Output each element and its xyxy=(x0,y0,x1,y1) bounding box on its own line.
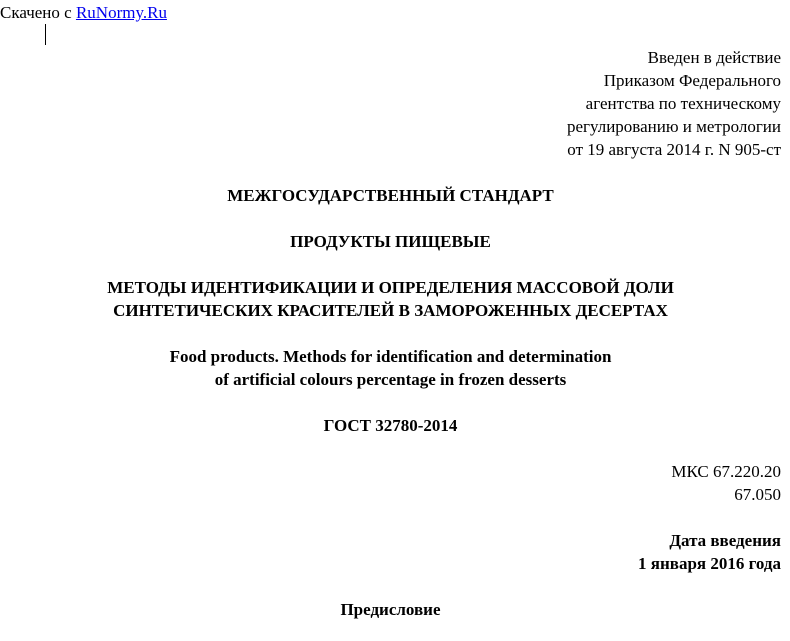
title-en xyxy=(0,345,781,391)
enactment-block xyxy=(567,46,781,161)
title-en-line: Food products. Methods for identification and determination xyxy=(169,347,612,366)
mks-line: 67.050 xyxy=(734,485,781,504)
text-cursor xyxy=(45,24,46,45)
foreword-heading-text: Предисловие xyxy=(340,600,441,619)
title-ru xyxy=(0,276,781,322)
title-ru-line: СИНТЕТИЧЕСКИХ КРАСИТЕЛЕЙ В ЗАМОРОЖЕННЫХ ДЕСЕРТАХ xyxy=(113,301,668,320)
mks-block xyxy=(671,460,781,506)
standard-number xyxy=(0,414,781,437)
doc-type-heading xyxy=(0,184,781,207)
source-prefix: Скачено с xyxy=(0,3,76,22)
mks-line: МКС 67.220.20 xyxy=(671,462,781,481)
category-heading xyxy=(0,230,781,253)
intro-date-label: Дата введения xyxy=(669,531,781,550)
enactment-line: Введен в действие xyxy=(647,48,781,67)
source-link[interactable]: RuNormy.Ru xyxy=(75,3,167,22)
enactment-line: от 19 августа 2014 г. N 905-ст xyxy=(567,140,781,159)
enactment-line: Приказом Федерального xyxy=(603,71,781,90)
category-text: ПРОДУКТЫ ПИЩЕВЫЕ xyxy=(290,232,491,251)
enactment-line: агентства по техническому xyxy=(585,94,781,113)
standard-number-text: ГОСТ 32780-2014 xyxy=(323,416,458,435)
foreword-heading xyxy=(0,598,781,621)
doc-type-text: МЕЖГОСУДАРСТВЕННЫЙ СТАНДАРТ xyxy=(227,186,554,205)
intro-date-block xyxy=(638,529,781,575)
title-en-line: of artificial colours percentage in frozen desserts xyxy=(214,370,567,389)
title-ru-line: МЕТОДЫ ИДЕНТИФИКАЦИИ И ОПРЕДЕЛЕНИЯ МАССОВОЙ ДОЛИ xyxy=(107,278,674,297)
enactment-line: регулированию и метрологии xyxy=(566,117,781,136)
intro-date-value: 1 января 2016 года xyxy=(638,554,781,573)
source-line xyxy=(0,2,167,24)
